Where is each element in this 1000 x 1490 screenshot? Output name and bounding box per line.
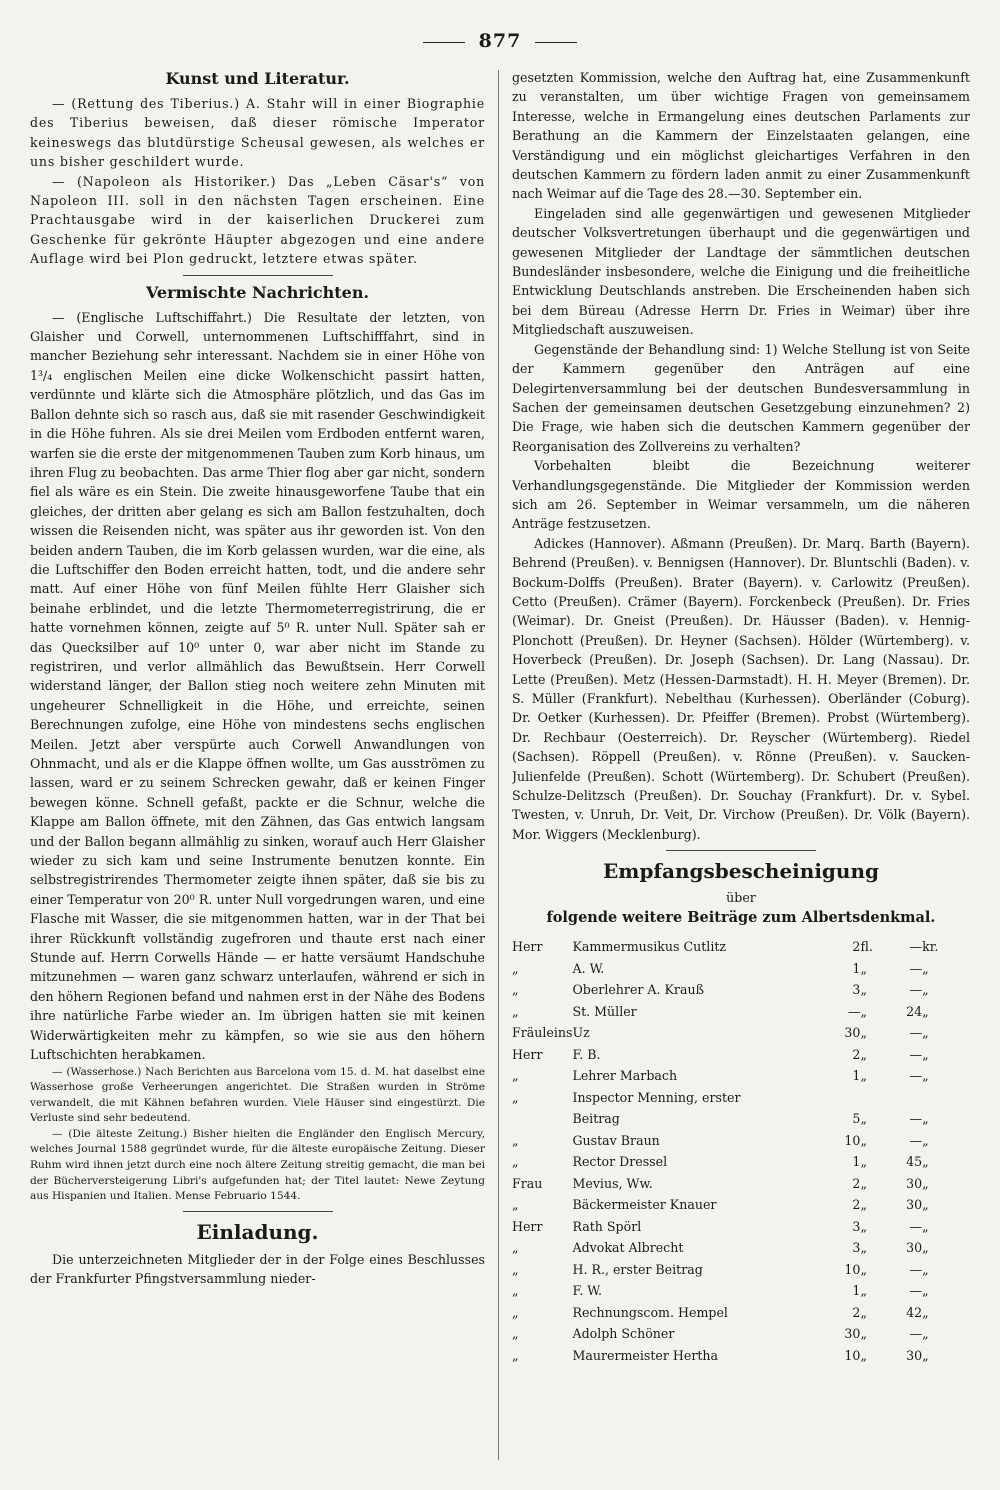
donor-prefix: „ [512, 1003, 519, 1019]
right-column [512, 68, 970, 1472]
donation-row [512, 1279, 952, 1301]
donation-row [512, 1215, 952, 1237]
donor-name: Inspector Menning, erster [572, 1089, 741, 1105]
unit-kreuzer: kr. [922, 939, 939, 955]
donor-name: Gustav Braun [572, 1132, 660, 1148]
section-divider [183, 275, 333, 276]
donor-name: Rath Spörl [572, 1218, 642, 1234]
amount-kreuzer: — [909, 1283, 923, 1299]
donor-name: Uz [572, 1025, 590, 1041]
article-paragraph: Gegenstände der Behandlung sind: 1) Welche Stellung ist von Seite der Kammern gegenüber den Anträgen auf eine Delegirtenversammlung bei der deutschen Bundesversammlung in Sachen der gemeinsamen deutschen Gesetzgebung einzunehmen? 2) Die Frage, wie haben sich die deutschen Kammern gegenüber der Reorganisation des Zollvereins zu verhalten? [512, 341, 970, 454]
amount-florins: 3 [852, 982, 861, 998]
donor-prefix: Herr [512, 939, 543, 955]
donation-row [512, 1000, 952, 1022]
unit-florins: „ [860, 1132, 867, 1148]
donor-name: Rector Dressel [572, 1154, 668, 1170]
unit-kreuzer: „ [922, 1068, 929, 1084]
left-column [30, 68, 485, 1472]
donation-row [512, 978, 952, 1000]
unit-florins: „ [860, 1326, 867, 1342]
donor-prefix: „ [512, 1197, 519, 1213]
amount-kreuzer: — [909, 1046, 923, 1062]
signatories-list: Adickes (Hannover). Aßmann (Preußen). Dr. Marq. Barth (Bayern). Behrend (Preußen). v. Bennigsen (Hannover). Dr. Bluntschli (Baden). v. Bockum-Dolffs (Preußen). Brater (Bayern). v. Carlowitz (Preußen). Cetto (Preußen). Crämer (Bayern). Forckenbeck (Preußen). Dr. Fries (Weimar). Dr. Gneist (Preußen). Dr. Häusser (Baden). v. Hennig-Plonchott (Preußen). Dr. Heyner (Sachsen). Hölder (Würtemberg). v. Hoverbeck (Preußen). Dr. Joseph (Sachsen). Dr. Lang (Nassau). Dr. Lette (Preußen). Metz (Hessen-Darmstadt). H. H. Meyer (Bremen). Dr. S. Müller (Frankfurt). Nebelthau (Kurhessen). Oberländer (Coburg). Dr. Oetker (Kurhessen). Dr. Pfeiffer (Bremen). Probst (Würtemberg). Dr. Rechbaur (Oesterreich). Dr. Reyscher (Würtemberg). Riedel (Sachsen). Röppell (Preußen). v. Rönne (Preußen). v. Saucken-Julienfelde (Preußen). Schott (Würtemberg). Dr. Schubert (Preußen). Schulze-Delitzsch (Preußen). Dr. Souchay (Frankfurt). Dr. v. Sybel. Twesten, v. Unruh, Dr. Veit, Dr. Virchow (Preußen). Dr. Völk (Bayern). Mor. Wiggers (Mecklenburg). [512, 535, 970, 842]
amount-kreuzer: 30 [906, 1175, 923, 1191]
unit-kreuzer: „ [922, 1261, 929, 1277]
unit-kreuzer: „ [922, 960, 929, 976]
donor-prefix: „ [512, 1283, 519, 1299]
heading-invite: Einladung. [196, 1219, 319, 1244]
unit-florins: „ [860, 1111, 867, 1127]
amount-florins: — [847, 1003, 861, 1019]
unit-florins: „ [860, 1261, 867, 1277]
unit-florins: „ [860, 1304, 867, 1320]
donation-row [512, 1150, 952, 1172]
amount-kreuzer: 24 [906, 1003, 923, 1019]
unit-kreuzer: „ [922, 1132, 929, 1148]
donor-name: F. W. [572, 1283, 602, 1299]
amount-kreuzer: — [909, 960, 923, 976]
donation-row [512, 1043, 952, 1065]
amount-florins: 2 [852, 939, 861, 955]
donor-name: Adolph Schöner [572, 1326, 675, 1342]
amount-kreuzer: 45 [906, 1154, 923, 1170]
section-divider [666, 850, 816, 851]
donation-row [512, 957, 952, 979]
amount-florins: 30 [844, 1326, 861, 1342]
amount-florins: 3 [852, 1218, 861, 1234]
donor-name: Kammermusikus Cutlitz [572, 939, 727, 955]
heading-art: Kunst und Literatur. [165, 69, 350, 88]
unit-florins: „ [860, 1068, 867, 1084]
donor-name: Beitrag [572, 1111, 620, 1127]
donations-table [512, 935, 952, 1365]
donation-row [512, 1129, 952, 1151]
donation-row [512, 1322, 952, 1344]
receipt-subheading: folgende weitere Beiträge zum Albertsdenkmal. [546, 909, 936, 927]
donor-prefix [512, 1107, 572, 1129]
article-paragraph: gesetzten Kommission, welche den Auftrag hat, eine Zusammenkunft zu veranstalten, um über wichtige Fragen von gemeinsamem Interesse, welche in Ermangelung eines deutschen Parlaments zur Berathung an die Kammern der Einzelstaaten gelangen, eine Verständigung und ein möglichst gleichartiges Verfahren in den deutschen Kammern zu fördern laden anmit zu einer Zusammenkunft nach Weimar auf die Tage des 28.—30. September ein. [512, 70, 970, 202]
receipt-sub-over: über [726, 890, 756, 906]
unit-florins: „ [860, 1175, 867, 1191]
amount-florins: 30 [844, 1025, 861, 1041]
unit-florins: „ [860, 960, 867, 976]
article-paragraph: Vorbehalten bleibt die Bezeichnung weiterer Verhandlungsgegenstände. Die Mitglieder der Kommission werden sich am 26. September in Weimar versammeln, um die näheren Anträge festzusetzen. [512, 458, 970, 532]
unit-kreuzer: „ [922, 1111, 929, 1127]
unit-florins: „ [860, 1283, 867, 1299]
donor-name: F. B. [572, 1046, 601, 1062]
amount-kreuzer: — [909, 1326, 923, 1342]
amount-florins: 10 [844, 1347, 861, 1363]
unit-kreuzer: „ [922, 1326, 929, 1342]
unit-kreuzer: „ [922, 1304, 929, 1320]
donor-prefix: „ [512, 1089, 519, 1105]
donor-name: Advokat Albrecht [572, 1240, 684, 1256]
unit-florins: fl. [860, 939, 873, 955]
unit-kreuzer: „ [922, 1003, 929, 1019]
donor-prefix: „ [512, 1326, 519, 1342]
donor-prefix: „ [512, 1154, 519, 1170]
donation-row [512, 1301, 952, 1323]
unit-kreuzer: „ [922, 1046, 929, 1062]
donation-row [512, 1107, 952, 1129]
donor-prefix: „ [512, 960, 519, 976]
amount-florins: 10 [844, 1261, 861, 1277]
amount-florins: 1 [852, 960, 861, 976]
amount-kreuzer [882, 1086, 922, 1108]
donor-name: Maurermeister Hertha [572, 1347, 719, 1363]
unit-kreuzer: „ [922, 1283, 929, 1299]
unit-florins: „ [860, 1347, 867, 1363]
donor-prefix: Herr [512, 1218, 543, 1234]
unit-florins: „ [860, 982, 867, 998]
amount-florins [827, 1086, 861, 1108]
donation-row [512, 1086, 952, 1108]
receipt-heading: Empfangsbescheinigung [603, 859, 879, 884]
article-paragraph: Eingeladen sind alle gegenwärtigen und gewesenen Mitglieder deutscher Volksvertretungen überhaupt und die gegenwärtigen und gewesenen Mitglieder der Landtage der sämmtlichen deutschen Bundesländer insbesondere, welche die Einigung und die freiheitliche Entwicklung Deutschlands anstreben. Die Erscheinenden haben sich bei dem Büreau (Adresse Herrn Dr. Fries in Weimar) über ihre Mitgliedschaft auszuweisen. [512, 205, 970, 338]
page-number: 877 [0, 30, 1000, 52]
donor-name: H. R., erster Beitrag [572, 1261, 703, 1277]
column-divider [498, 70, 499, 1460]
donor-prefix: „ [512, 1068, 519, 1084]
unit-kreuzer: „ [922, 1197, 929, 1213]
unit-kreuzer: „ [922, 1218, 929, 1234]
amount-kreuzer: — [909, 1111, 923, 1127]
amount-kreuzer: 30 [906, 1347, 923, 1363]
donation-row [512, 1258, 952, 1280]
amount-kreuzer: — [909, 1218, 923, 1234]
donation-row [512, 1021, 952, 1043]
article-paragraph: — (Napoleon als Historiker.) Das „Leben Cäsar's“ von Napoleon III. soll in den nächsten Tagen erscheinen. Eine Prachtausgabe wird in der kaiserlichen Druckerei zum Geschenke für gekrönte Häupter abgezogen und eine andere Auflage wird bei Plon gedruckt, letztere etwas später. [30, 173, 485, 267]
unit-kreuzer: „ [922, 1347, 929, 1363]
amount-kreuzer: 30 [906, 1240, 923, 1256]
unit-florins: „ [860, 1240, 867, 1256]
article-paragraph: Die unterzeichneten Mitglieder der in der Folge eines Beschlusses der Frankfurter Pfingstversammlung nieder- [30, 1251, 485, 1287]
unit-kreuzer: „ [922, 1154, 929, 1170]
donation-row [512, 1344, 952, 1366]
unit-kreuzer: „ [922, 1175, 929, 1191]
donor-name: Rechnungscom. Hempel [572, 1304, 728, 1320]
amount-kreuzer: 30 [906, 1197, 923, 1213]
donor-prefix: „ [512, 1132, 519, 1148]
unit-florins: „ [860, 1218, 867, 1234]
donor-name: A. W. [572, 960, 605, 976]
amount-kreuzer: — [909, 939, 923, 955]
donor-prefix: „ [512, 1261, 519, 1277]
donor-name: Lehrer Marbach [572, 1068, 678, 1084]
amount-florins: 2 [852, 1197, 861, 1213]
section-divider [183, 1211, 333, 1212]
donor-prefix: Frau [512, 1175, 543, 1191]
amount-florins: 2 [852, 1046, 861, 1062]
article-paragraph-small: — (Wasserhose.) Nach Berichten aus Barcelona vom 15. d. M. hat daselbst eine Wasserhose große Verheerungen angerichtet. Die Straßen wurden in Ströme verwandelt, die mit Kähnen befahren wurden. Viele Häuser sind eingestürzt. Die Verluste sind sehr bedeutend. [30, 1065, 485, 1125]
article-paragraph: — (Rettung des Tiberius.) A. Stahr will in einer Biographie des Tiberius beweisen, daß dieser römische Imperator keineswegs das blutdürstige Scheusal gewesen, als welches er uns bisher geschildert wurde. [30, 96, 485, 170]
donor-name: Oberlehrer A. Krauß [572, 982, 704, 998]
unit-florins: „ [860, 1197, 867, 1213]
donation-row [512, 935, 952, 957]
donor-prefix: Herr [512, 1046, 543, 1062]
donor-prefix: „ [512, 1347, 519, 1363]
heading-misc: Vermischte Nachrichten. [145, 282, 370, 302]
donor-name: Mevius, Ww. [572, 1175, 653, 1191]
amount-florins: 1 [852, 1283, 861, 1299]
donor-prefix: Fräuleins [512, 1025, 573, 1041]
donor-prefix: „ [512, 1304, 519, 1320]
amount-kreuzer: — [909, 1132, 923, 1148]
article-paragraph-small: — (Die älteste Zeitung.) Bisher hielten die Engländer den Englisch Mercury, welches Journal 1588 gegründet wurde, für die älteste europäische Zeitung. Dieser Ruhm wird ihnen jetzt durch eine noch ältere Zeitung streitig gemacht, die man bei der Bücherversteigerung Libri's aufgefunden hat; der Titel lautet: Newe Zeytung aus Hispanien und Italien. Mense Februario 1544. [30, 1127, 485, 1203]
article-paragraph: — (Englische Luftschiffahrt.) Die Resultate der letzten, von Glaisher und Corwell, unternommenen Luftschifffahrt, sind in mancher Beziehung sehr interessant. Nachdem sie in einer Höhe von 1³/₄ englischen Meilen eine dicke Wolkenschicht passirt hatten, verdünnte und klärte sich die Atmosphäre plötzlich, und das Gas im Ballon dehnte sich so rasch aus, daß sie mit rasender Geschwindigkeit in die Höhe fuhren. Als sie drei Meilen vom Erdboden entfernt waren, warfen sie die erste der mitgenommenen Tauben zum Korb hinaus, um ihren Flug zu beobachten. Das arme Thier flog aber gar nicht, sondern fiel als wäre es ein Stein. Die zweite hinausgeworfene Taube that ein gleiches, der dritten aber gelang es sich am Ballon festzuhalten, doch wissen die Reisenden nicht, was später aus ihr geworden ist. Von den beiden andern Tauben, die im Korb gelassen wurden, war die eine, als die Luftschiffer den Boden erreicht hatten, todt, und die andere sehr matt. Auf einer Höhe von fünf Meilen fühlte Herr Glaisher sich beinahe erblindet, und die letzte Thermometerregistrirung, die er hatte vornehmen können, zeigte auf 5⁰ R. unter Null. Später sah er das Quecksilber auf 10⁰ unter 0, war aber nicht im Stande zu registriren, und verlor allmählich das Bewußtsein. Herr Corwell widerstand länger, der Ballon stieg noch weitere zehn Minuten mit ungeheurer Schnelligkeit in die Höhe, und erreichte, seinen Berechnungen zufolge, eine Höhe von mindestens sechs englischen Meilen. Jetzt aber verspürte auch Corwell Anwandlungen von Ohnmacht, und als er die Klappe öffnen wollte, um Gas ausströmen zu lassen, ward er zu seinem Schrecken gewahr, daß er keinen Finger bewegen könne. Schnell gefaßt, packte er die Schnur, welche die Klappe am Ballon öffnete, mit den Zähnen, das Gas entwich langsam und der Ballon begann allmählig zu sinken, worauf auch Herr Glaisher wieder zu sich kam und seine Instrumente benutzen konnte. Ein selbstregistrirendes Thermometer zeigte ihnen später, daß sie bis zu einer Temperatur von 20⁰ R. unter Null vorgedrungen waren, und eine Flasche mit Wasser, die sie mitgenommen hatten, war in der That bei ihrer Rückkunft vollständig zugefroren und thaute erst nach einer Stunde auf. Herrn Corwells Hände — er hatte versäumt Handschuhe mitzunehmen — waren ganz schwarz unterlaufen, während er sich in den höhern Regionen befand und nahmen erst in der Nähe des Bodens ihre natürliche Farbe wieder an. Im übrigen hatten sie mit keinen Widerwärtigkeiten mehr zu kämpfen, so wie sie aus den höhern Luftschichten herabkamen. [30, 309, 485, 1063]
amount-kreuzer: — [909, 1068, 923, 1084]
donation-row [512, 1172, 952, 1194]
amount-florins: 1 [852, 1154, 861, 1170]
amount-florins: 2 [852, 1175, 861, 1191]
donor-prefix: „ [512, 1240, 519, 1256]
unit-kreuzer: „ [922, 982, 929, 998]
unit-florins [860, 1086, 882, 1108]
amount-florins: 10 [844, 1132, 861, 1148]
unit-kreuzer: „ [922, 1025, 929, 1041]
amount-kreuzer: — [909, 982, 923, 998]
unit-florins: „ [860, 1154, 867, 1170]
unit-florins: „ [860, 1003, 867, 1019]
donor-name: Bäckermeister Knauer [572, 1197, 717, 1213]
donation-row [512, 1236, 952, 1258]
amount-kreuzer: — [909, 1261, 923, 1277]
amount-kreuzer: — [909, 1025, 923, 1041]
donor-prefix: „ [512, 982, 519, 998]
amount-florins: 5 [852, 1111, 861, 1127]
unit-florins: „ [860, 1046, 867, 1062]
amount-kreuzer: 42 [906, 1304, 923, 1320]
unit-kreuzer: „ [922, 1240, 929, 1256]
donor-name: St. Müller [572, 1003, 637, 1019]
donation-row [512, 1064, 952, 1086]
unit-florins: „ [860, 1025, 867, 1041]
amount-florins: 1 [852, 1068, 861, 1084]
unit-kreuzer [922, 1086, 952, 1108]
amount-florins: 3 [852, 1240, 861, 1256]
amount-florins: 2 [852, 1304, 861, 1320]
donation-row [512, 1193, 952, 1215]
